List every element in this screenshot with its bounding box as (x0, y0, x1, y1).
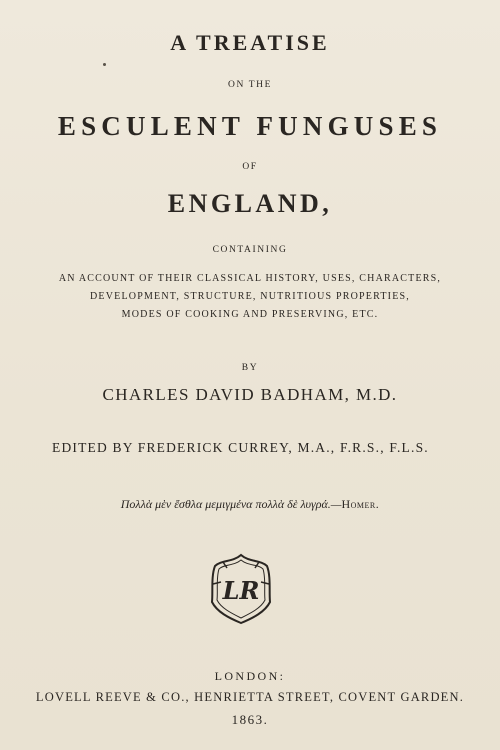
monogram-initials: LR (222, 576, 260, 605)
epigraph-text: Πολλὰ μὲν ἔσθλα μεμιγμένα πολλὰ δὲ λυγρά.— (120, 497, 342, 511)
by-label: BY (241, 363, 259, 373)
editor-credit: EDITED BY FREDERICK CURREY, M.A., F.R.S., F.L.S. (52, 440, 429, 455)
title-line-of: OF (242, 162, 258, 172)
epigraph-attribution: Homer. (341, 497, 380, 511)
imprint-publisher: LOVELL REEVE & CO., HENRIETTA STREET, COVENT GARDEN. (35, 690, 465, 704)
containing-label: CONTAINING (212, 245, 288, 255)
ink-speck (103, 63, 106, 66)
title-line-treatise: A TREATISE (170, 30, 330, 55)
description-line: AN ACCOUNT OF THEIR CLASSICAL HISTORY, USES, CHARACTERS, (58, 273, 442, 284)
title-line-on-the: ON THE (228, 80, 272, 90)
description-line: MODES OF COOKING AND PRESERVING, ETC. (121, 309, 379, 320)
title-line-england: ENGLAND, (167, 189, 333, 218)
epigraph (0, 497, 500, 512)
title-line-esculent-funguses: ESCULENT FUNGUSES (57, 111, 443, 141)
publisher-monogram-emblem (209, 552, 273, 626)
imprint-year: 1863. (231, 712, 269, 727)
author-name: CHARLES DAVID BADHAM, M.D. (102, 385, 398, 404)
imprint-city: LONDON: (214, 669, 286, 683)
description-line: DEVELOPMENT, STRUCTURE, NUTRITIOUS PROPERTIES, (90, 291, 410, 302)
